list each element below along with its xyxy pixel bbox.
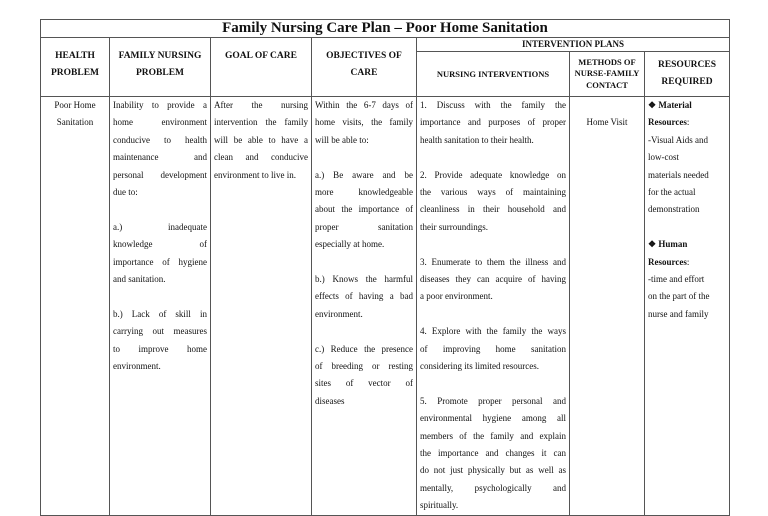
human-resources-heading: ❖ Human [648,239,688,250]
nursing-intervention-line: spiritually. [420,500,459,511]
nursing-intervention-line [420,149,566,166]
objective-line: b.) Knows the harmful [315,274,413,285]
objective-line [315,323,413,340]
nursing-intervention-line: the various ways of maintaining [420,187,566,198]
methods-of-contact-cell: Home Visit [570,97,645,516]
nursing-intervention-line: mentally, psychologically and [420,482,566,493]
family-nursing-problem-line: conducive to health [113,134,207,145]
material-resource-line: demonstration [648,204,700,215]
header-methods-of-contact: METHODS OF NURSE-FAMILY CONTACT [570,52,645,97]
objective-line: of breeding or resting [315,361,413,372]
family-nursing-problem-line: environment. [113,361,161,372]
objective-line: c.) Reduce the presence [315,343,413,354]
objectives-of-care-cell [312,97,417,516]
header-resources-required: RESOURCES REQUIRED [645,52,730,97]
nursing-intervention-line [420,375,566,392]
objective-line: effects of having a bad [315,291,413,302]
family-nursing-problem-line: carrying out measures [113,326,207,337]
header-nursing-interventions: NURSING INTERVENTIONS [417,52,570,97]
resources-cell: ❖ Material Resources: -Visual Aids and low-cost materials needed for the actual demonstration ❖ Human Resources: -time and effort on the part of the nurse and family [645,97,730,516]
objective-line: a.) Be aware and be [315,169,413,180]
nursing-intervention-line: 3. Enumerate to them the illness and [420,256,566,267]
header-goal-of-care: GOAL OF CARE [211,38,312,97]
nursing-interventions-cell [417,97,570,516]
page-title: Family Nursing Care Plan – Poor Home Sanitation [41,20,730,38]
nursing-intervention-line: do not just physically but as well as [420,465,566,476]
family-nursing-problem-line: a.) inadequate [113,221,207,232]
objective-line [315,254,413,271]
objective-line: Within the 6-7 days of [315,100,413,110]
material-resource-line: for the actual [648,187,696,198]
material-resources-heading: ❖ Material [648,100,692,110]
health-problem-cell: Poor Home Sanitation [41,97,110,516]
family-nursing-problem-line: home environment [113,117,207,128]
human-resource-line: nurse and family [648,308,709,319]
family-nursing-problem-line: to improve home [113,343,207,354]
nursing-intervention-line: of improving home sanitation [420,343,566,354]
objective-line: environment. [315,308,363,319]
nursing-intervention-line: a poor environment. [420,291,493,302]
nursing-intervention-line: importance and purposes of proper [420,117,566,128]
family-nursing-problem-line [113,288,207,305]
family-nursing-problem-line [113,201,207,218]
material-resource-line: materials needed [648,169,709,180]
family-nursing-problem-cell [110,97,211,516]
family-nursing-problem-line: knowledge of [113,239,207,250]
objective-line: more knowledgeable [315,187,413,198]
nursing-intervention-line: members of the family and explain [420,430,566,441]
nursing-intervention-line [420,306,566,323]
nursing-intervention-line: their surroundings. [420,221,488,232]
nursing-intervention-line: cleanliness in their household and [420,204,566,215]
family-nursing-problem-line: importance of hygiene [113,256,207,267]
human-resource-line: on the part of the [648,291,710,302]
objective-line: about the importance of [315,204,413,215]
material-resources-list [648,132,726,219]
nursing-intervention-line: 2. Provide adequate knowledge on [420,169,566,180]
goal-of-care-cell [211,97,312,516]
objective-line: home visits, the family [315,117,413,128]
nursing-intervention-line: 5. Promote proper personal and [420,395,566,406]
family-nursing-problem-line: due to: [113,187,138,198]
human-resources-list [648,271,726,323]
objective-line: diseases [315,395,345,406]
goal-of-care-line: clean and conducive [214,152,308,163]
nursing-intervention-line: health sanitation to their health. [420,134,534,145]
objective-line: will be able to: [315,134,369,145]
nursing-intervention-line: considering its limited resources. [420,361,539,372]
care-plan-table [40,19,730,516]
goal-of-care-line: environment to live in. [214,169,296,180]
header-health-problem: HEALTH PROBLEM [41,38,110,97]
objective-line: sites of vector of [315,378,413,389]
goal-of-care-line: will be able to have a [214,134,308,145]
material-resource-line: low-cost [648,152,679,163]
nursing-intervention-line: 1. Discuss with the family the [420,100,566,110]
family-nursing-problem-line: and sanitation. [113,274,166,285]
header-family-nursing-problem: FAMILY NURSING PROBLEM [110,38,211,97]
objective-line [315,149,413,166]
family-nursing-problem-line: personal development [113,169,207,180]
material-resource-line: -Visual Aids and [648,134,708,145]
nursing-intervention-line: environmental hygiene among all [420,413,566,424]
goal-of-care-line: intervention the family [214,117,308,128]
nursing-intervention-line: 4. Explore with the family the ways [420,326,566,337]
header-objectives-of-care: OBJECTIVES OF CARE [312,38,417,97]
objective-line: proper sanitation [315,221,413,232]
goal-of-care-line: After the nursing [214,100,308,110]
family-nursing-problem-line: b.) Lack of skill in [113,308,207,319]
objective-line: especially at home. [315,239,385,250]
header-intervention-plans: INTERVENTION PLANS [417,38,730,52]
nursing-intervention-line: the importance and changes it can [420,448,566,459]
family-nursing-problem-line: Inability to provide a [113,100,207,110]
family-nursing-problem-line: maintenance and [113,152,207,163]
nursing-intervention-line [420,236,566,253]
nursing-intervention-line: diseases they can acquire of having [420,274,566,285]
human-resource-line: -time and effort [648,274,705,285]
